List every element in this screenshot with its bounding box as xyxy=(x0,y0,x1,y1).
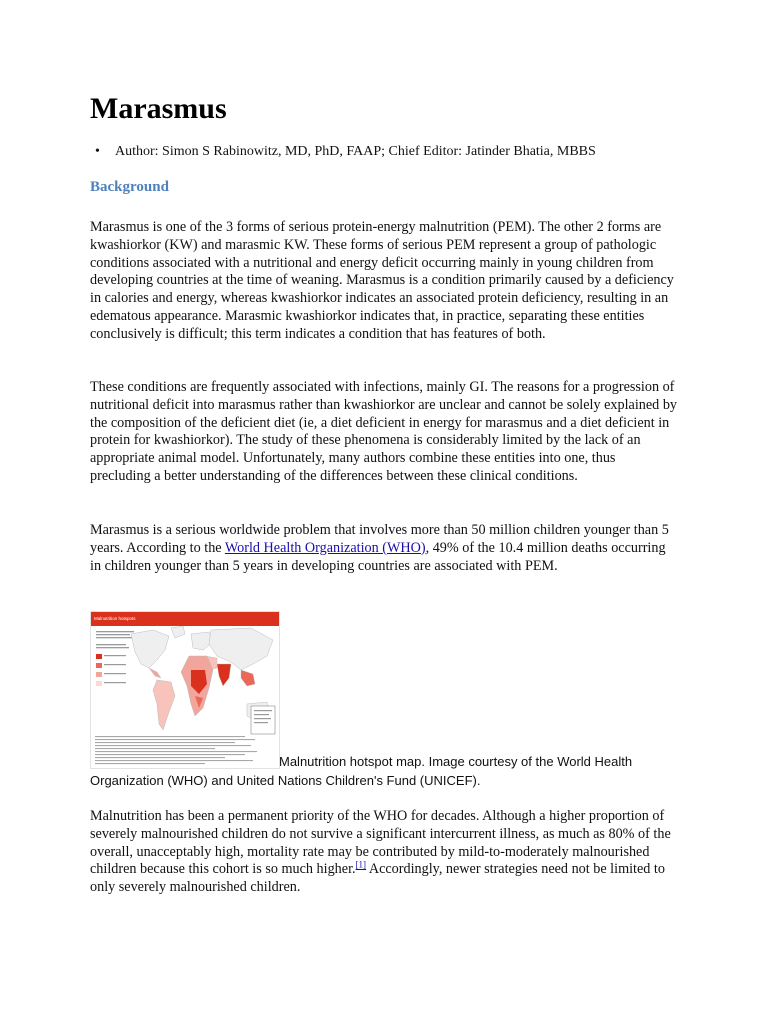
paragraph-2: These conditions are frequently associated with infections, mainly GI. The reasons for a progression of nutritional deficit into marasmus rather than kwashiorkor are unclear and cannot be solely explained by the composition of the deficient diet (ie, a diet deficient in energy for marasmus and a diet deficient in protein for kwashiorkor). The study of these phenomena is considerably limited by the lack of an appropriate animal model. Unfortunately, many authors combine these entities into one, thus precluding a better understanding of the differences between these clinical conditions. xyxy=(90,379,678,484)
malnutrition-hotspot-map xyxy=(90,611,280,769)
paragraph-3-text-start: Marasmus is a serious worldwide problem that involves more than 50 million children younger than 5 years. According to the xyxy=(90,522,669,556)
reference-link-1[interactable]: [1] xyxy=(355,859,367,870)
world-map-graphic xyxy=(91,612,279,768)
section-heading-background: Background xyxy=(90,179,169,195)
author-byline: • Author: Simon S Rabinowitz, MD, PhD, FAAP; Chief Editor: Jatinder Bhatia, MBBS xyxy=(115,143,596,161)
paragraph-3-text-end: , 49% of the 10.4 million deaths occurring in children younger than 5 years in developing countries are associated with PEM. xyxy=(90,539,666,574)
paragraph-4-text-end: Accordingly, newer strategies need not be limited to only severely malnourished children. xyxy=(90,861,665,896)
who-link[interactable]: World Health Organization (WHO) xyxy=(224,539,426,556)
paragraph-4 xyxy=(90,808,678,897)
figure-caption: Malnutrition hotspot map. Image courtesy of the World Health Organization (WHO) and United Nations Children's Fund (UNICEF). xyxy=(90,754,633,788)
map-banner-title: Malnutrition hotspots xyxy=(91,612,279,626)
page-title: Marasmus xyxy=(90,92,227,125)
paragraph-3 xyxy=(90,522,678,575)
paragraph-1: Marasmus is one of the 3 forms of serious protein-energy malnutrition (PEM). The other 2 forms are kwashiorkor (KW) and marasmic KW. These forms of serious PEM represent a group of pathologic conditions associated with a nutritional and energy deficit occurring mainly in young children from developing countries at the time of weaning. Marasmus is a condition primarily caused by a deficiency in calories and energy, whereas kwashiorkor indicates an associated protein deficiency, resulting in an edematous appearance. Marasmic kwashiorkor indicates that, in practice, separating these entities conclusively is difficult; this term indicates a condition that has features of both. xyxy=(90,219,674,342)
paragraph-4-text-start: Malnutrition has been a permanent priority of the WHO for decades. Although a higher proportion of severely malnourished children do not survive a significant intercurrent illness, as much as 80% of the overall, unacceptably high, mortality rate may be contributed by mild-to-moderately malnourished children because this cohort is so much higher. xyxy=(90,808,671,878)
